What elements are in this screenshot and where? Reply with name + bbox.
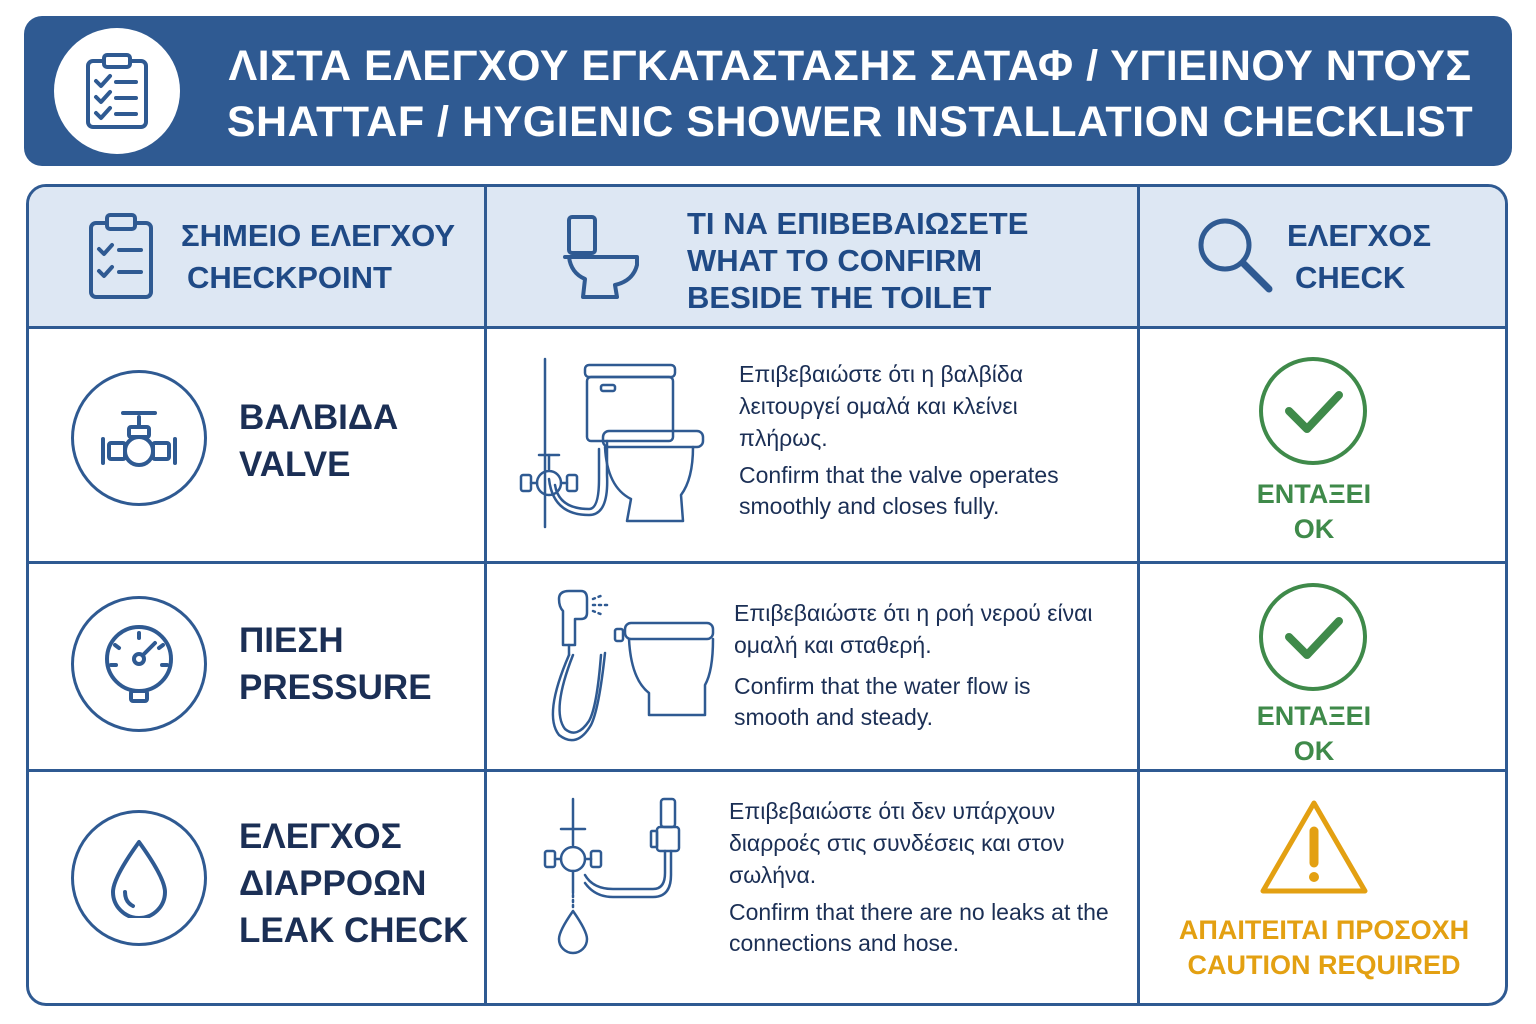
checkpoint-label-valve	[239, 394, 398, 488]
description-leak	[729, 795, 1114, 959]
status-english: OK	[1293, 736, 1335, 766]
description-pressure	[734, 597, 1104, 733]
column-header-line: WHAT TO CONFIRM	[687, 243, 983, 278]
description-greek: Επιβεβαιώστε ότι η βαλβίδα λειτουργεί ομαλά και κλείνει πλήρως.	[739, 361, 1024, 451]
magnifier-icon	[1195, 215, 1275, 300]
label-greek: ΠΙΕΣΗ	[239, 621, 344, 660]
label-english: VALVE	[239, 445, 351, 484]
water-drop-icon	[71, 810, 207, 946]
status-greek: ΕΝΤΑΞΕΙ	[1256, 701, 1372, 731]
pressure-gauge-icon	[71, 596, 207, 732]
description-greek: Επιβεβαιώστε ότι δεν υπάρχουν διαρροές στις συνδέσεις και στον σωλήνα.	[729, 798, 1065, 888]
description-valve	[739, 358, 1079, 522]
leak-illustration	[515, 795, 685, 980]
sprayer-toilet-illustration	[539, 587, 719, 752]
status-ok	[1139, 477, 1489, 547]
column-header-line: CHECK	[1295, 260, 1406, 295]
description-english: Confirm that the water flow is smooth and steady.	[734, 673, 1031, 730]
title-banner	[24, 16, 1512, 166]
check-circle-icon	[1257, 355, 1369, 472]
column-header-checkpoint	[181, 217, 455, 297]
label-english: LEAK CHECK	[239, 911, 469, 950]
row-divider	[29, 561, 1505, 564]
column-header-confirm	[687, 205, 1028, 316]
column-header-line: ΤΙ ΝΑ ΕΠΙΒΕΒΑΙΩΣΕΤΕ	[687, 206, 1029, 241]
clipboard-checklist-icon	[54, 28, 180, 154]
label-greek: ΕΛΕΓΧΟΣ	[239, 817, 402, 856]
column-header-check	[1287, 217, 1431, 297]
status-caution	[1139, 913, 1508, 983]
warning-triangle-icon	[1257, 797, 1371, 904]
label-english: PRESSURE	[239, 668, 432, 707]
check-circle-icon	[1257, 581, 1369, 698]
label-greek: ΔΙΑΡΡΟΩΝ	[239, 864, 427, 903]
status-greek: ΕΝΤΑΞΕΙ	[1256, 479, 1372, 509]
status-ok	[1139, 699, 1489, 769]
column-header-line: ΣΗΜΕΙΟ ΕΛΕΓΧΟΥ	[181, 218, 456, 253]
column-header-line: CHECKPOINT	[187, 260, 392, 295]
column-divider	[484, 187, 487, 1003]
title-greek: ΛΙΣΤΑ ΕΛΕΓΧΟΥ ΕΓΚΑΤΑΣΤΑΣΗΣ ΣΑΤΑΦ / ΥΓΙΕΙΝΟΥ ΝΤΟΥΣ	[228, 42, 1472, 90]
description-english: Confirm that the valve operates smoothly and closes fully.	[739, 462, 1059, 519]
row-divider	[29, 769, 1505, 772]
status-english: OK	[1293, 514, 1335, 544]
description-greek: Επιβεβαιώστε ότι η ροή νερού είναι ομαλή και σταθερή.	[734, 600, 1093, 658]
valve-toilet-illustration	[515, 355, 715, 540]
column-header-line: BESIDE THE TOILET	[687, 280, 992, 315]
column-divider	[1137, 187, 1140, 1003]
page-title	[200, 38, 1500, 150]
toilet-icon	[561, 213, 643, 306]
description-english: Confirm that there are no leaks at the connections and hose.	[729, 899, 1109, 956]
title-english: SHATTAF / HYGIENIC SHOWER INSTALLATION CHECKLIST	[226, 98, 1474, 146]
status-greek: ΑΠΑΙΤΕΙΤΑΙ ΠΡΟΣΟΧΗ	[1178, 915, 1470, 945]
column-header-line: ΕΛΕΓΧΟΣ	[1287, 218, 1432, 253]
label-greek: ΒΑΛΒΙΔΑ	[239, 398, 399, 437]
valve-icon	[71, 370, 207, 506]
checkpoint-label-pressure	[239, 617, 432, 711]
status-english: CAUTION REQUIRED	[1187, 950, 1461, 980]
clipboard-checklist-icon	[85, 211, 157, 306]
checklist-table	[26, 184, 1508, 1006]
checkpoint-label-leak	[239, 813, 468, 954]
